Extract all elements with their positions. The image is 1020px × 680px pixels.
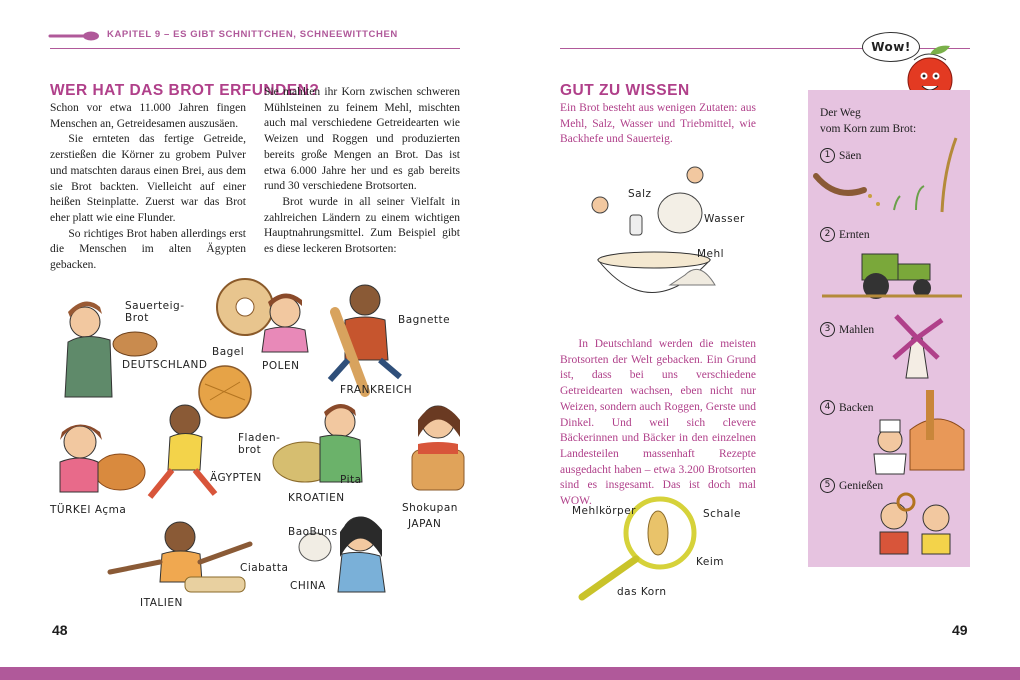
figure-polen (217, 279, 308, 352)
label-bagel: Bagel (212, 346, 245, 358)
label-kroatien: KROATIEN (288, 492, 345, 504)
paragraph: Brot wurde in all seiner Vielfalt in zahlreichen Ländern zu einem wichtigen Hauptnahrungsmittel. Zum Beispiel gibt es diese leckeren Brotsorten: (264, 195, 460, 256)
label-pita: Pita (340, 474, 362, 486)
step-label: Backen (839, 401, 874, 414)
step-label: Mahlen (839, 323, 875, 336)
label-keim: Keim (696, 556, 724, 568)
right-body: In Deutschland werden die meisten Brotsorten der Welt gebacken. Ein Grund ist, dass bei uns verschiedene Getreidearten wachsen, eben nicht nur Weizen, sondern auch Roggen, Gerste und Dinkel. Und weil sich clevere Bäckerinnen und Bäcker in den einzelnen Landesteilen massenhaft Rezepte ausgedacht haben – etwa 3.200 Brotsorten sind es insgesamt. Das ist doch mal WOW. (560, 338, 756, 508)
bread-varieties-illustration (40, 272, 470, 617)
label-ciabatta: Ciabatta (240, 562, 289, 574)
sidebar-title-line: Der Weg (820, 107, 861, 119)
process-sidebar (808, 90, 970, 567)
sowing-icon (816, 130, 966, 215)
label-fladenbrot: Fladen-brot (238, 432, 281, 456)
baker-oven-icon (868, 390, 968, 475)
label-baguette: Bagnette (398, 314, 451, 326)
right-heading: GUT ZU WISSEN (560, 82, 690, 99)
chapter-header: KAPITEL 9 – ES GIBT SCHNITTCHEN, SCHNEEWITTCHEN (107, 29, 398, 40)
page-number-left: 48 (52, 622, 68, 638)
left-column-2 (264, 85, 460, 258)
step-number: 4 (820, 400, 835, 415)
figure-tuerkei (60, 425, 145, 493)
label-baobuns: BaoBuns (288, 526, 338, 538)
left-heading: WER HAT DAS BROT ERFUNDEN? (50, 82, 320, 99)
step-label: Ernten (839, 228, 870, 241)
left-column-1 (50, 101, 246, 274)
label-shokupan: Shokupan (402, 502, 458, 514)
ingredients-illustration (570, 165, 760, 315)
paragraph: Sie ernteten das fertige Getreide, zerstießen die Körner zu grobem Pulver und matschten daraus einen Brei, aus dem sie Brot backten. Vielleicht auf einer heißen Steinplatte. Zuerst war das Brot eher platt wie eine Flunder. (50, 133, 246, 224)
label-mehlkoerper: Mehlkörper (572, 505, 636, 517)
label-aegypten: ÄGYPTEN (210, 472, 262, 484)
label-mehl: Mehl (697, 248, 725, 260)
step-number: 1 (820, 148, 835, 163)
sidebar-title-line: vom Korn zum Brot: (820, 122, 917, 135)
step-number: 3 (820, 322, 835, 337)
step-backen (820, 400, 873, 415)
step-number: 5 (820, 478, 835, 493)
page-number-right: 49 (952, 622, 968, 638)
step-number: 2 (820, 227, 835, 242)
right-intro: Ein Brot besteht aus wenigen Zutaten: aus Mehl, Salz, Wasser und Triebmittel, wie Backhefe und Sauerteig. (560, 102, 756, 146)
windmill-icon (886, 308, 946, 380)
label-tuerkei: TÜRKEI Açma (50, 504, 127, 516)
header-rule-left (50, 48, 460, 49)
step-mahlen (820, 322, 874, 337)
tractor-icon (822, 242, 962, 300)
eating-children-icon (866, 490, 966, 556)
label-salz: Salz (628, 188, 652, 200)
bottom-color-bar (0, 667, 1020, 680)
label-japan: JAPAN (408, 518, 442, 530)
label-frankreich: FRANKREICH (340, 384, 413, 396)
figure-italien (110, 522, 250, 592)
label-polen: POLEN (262, 360, 300, 372)
label-wasser: Wasser (704, 213, 745, 225)
label-deutschland: DEUTSCHLAND (122, 359, 208, 371)
step-label: Säen (839, 149, 862, 162)
label-italien: ITALIEN (140, 597, 183, 609)
figure-kroatien (273, 404, 362, 482)
figure-frankreich (330, 285, 400, 392)
label-korn: das Korn (617, 586, 667, 598)
label-sauerteig: Sauerteig-Brot (125, 300, 185, 324)
paragraph: Schon vor etwa 11.000 Jahren fingen Menschen an, Getreidesamen auszusäen. (50, 102, 246, 130)
label-schale: Schale (703, 508, 741, 520)
paragraph: So richtiges Brot haben allerdings erst die Menschen im alten Ägypten gebacken. (50, 227, 246, 272)
wow-text: Wow! (871, 40, 911, 54)
step-label: Genießen (839, 479, 884, 492)
paragraph: Sie mahlten ihr Korn zwischen schweren Mühlsteinen zu feinem Mehl, mischten auch mal verschiedene Getreidearten wie Weizen und Roggen und produzierten bereits große Mengen an Brot. Das ist etwa 6.000 Jahre her und es gab bereits rund 30 verschiedene Brotsorten. (264, 86, 460, 193)
figure-japan (412, 406, 464, 490)
step-ernten (820, 227, 870, 242)
spoon-icon (50, 30, 100, 42)
label-china: CHINA (290, 580, 326, 592)
